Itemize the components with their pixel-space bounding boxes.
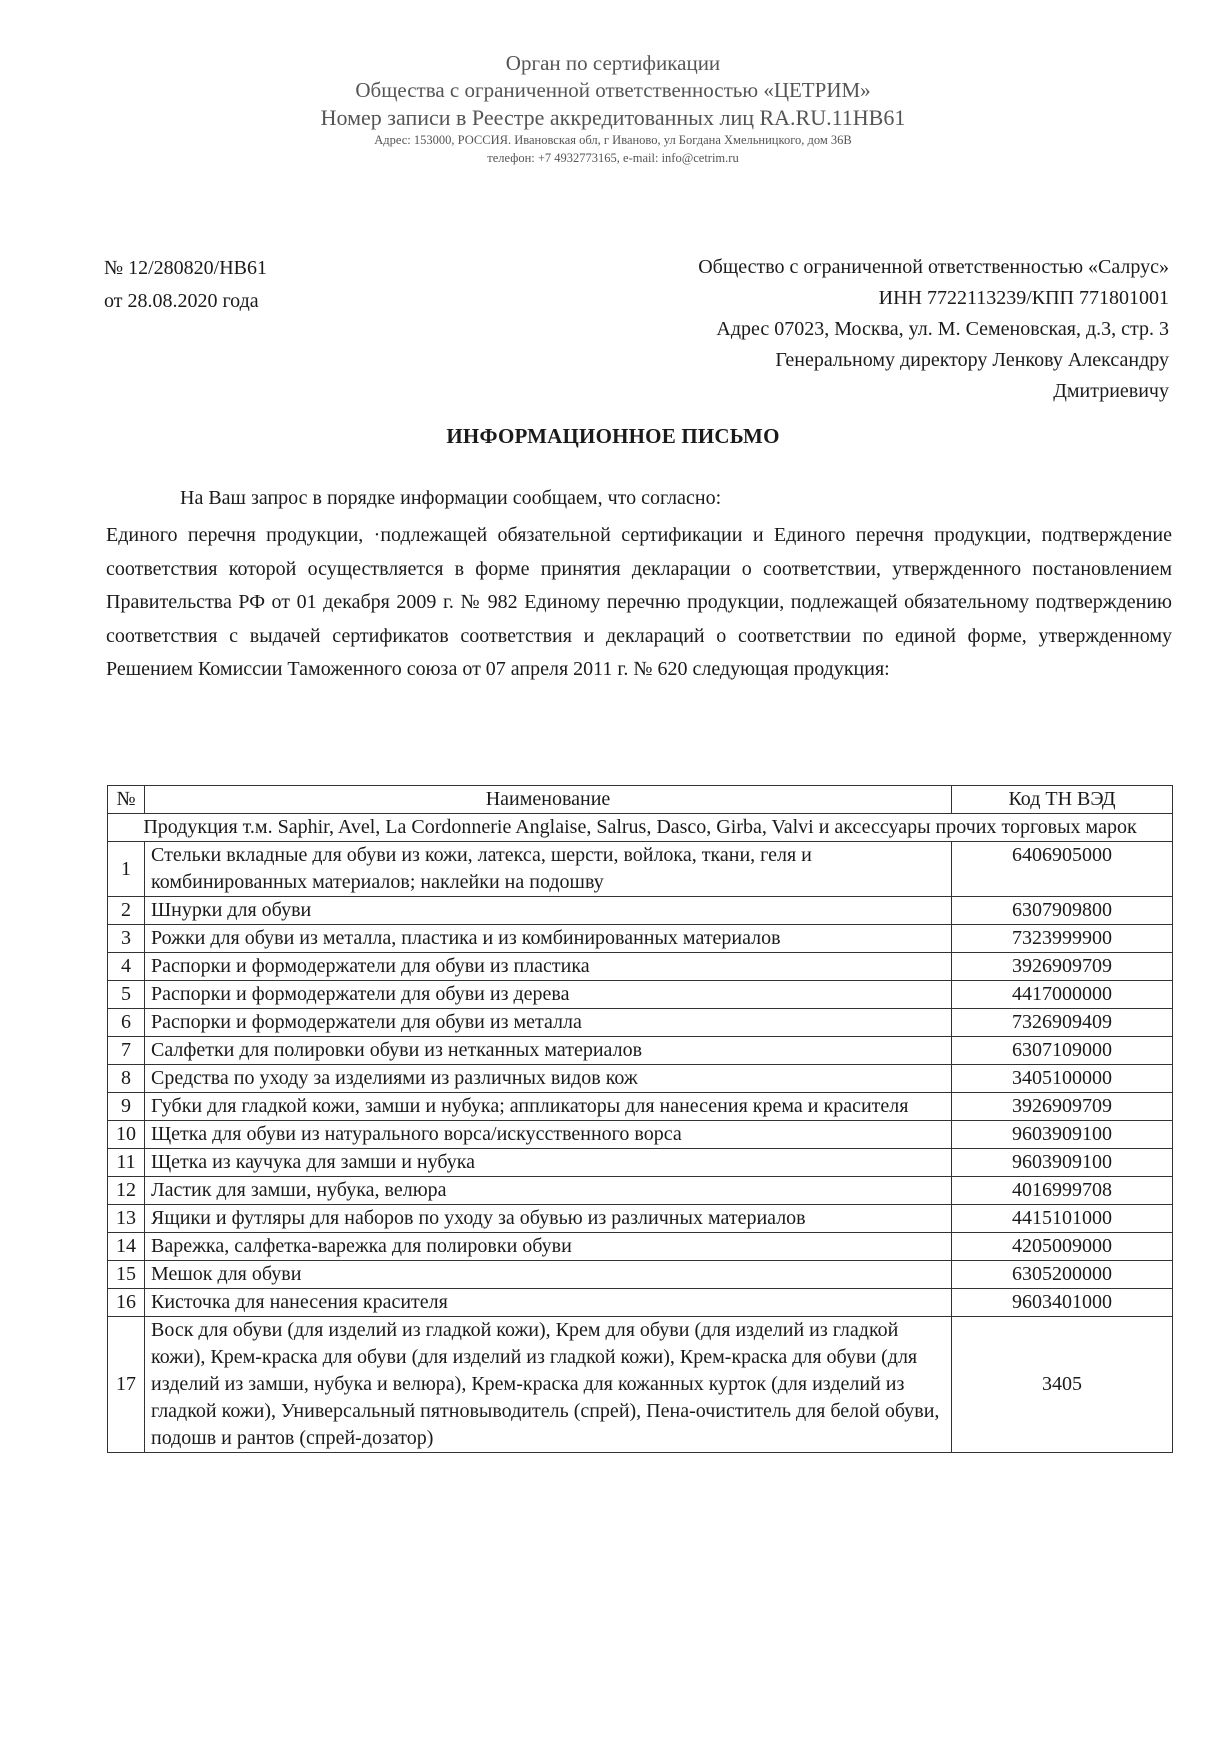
row-code: 4205009000 bbox=[952, 1233, 1173, 1261]
row-number: 4 bbox=[108, 953, 145, 981]
row-name: Салфетки для полировки обуви из нетканных материалов bbox=[145, 1037, 952, 1065]
row-code: 9603909100 bbox=[952, 1121, 1173, 1149]
row-name: Кисточка для нанесения красителя bbox=[145, 1289, 952, 1317]
addressee-block bbox=[698, 252, 1169, 407]
letterhead-company: Общества с ограниченной ответственностью «ЦЕТРИМ» bbox=[355, 78, 871, 102]
table-row bbox=[108, 1177, 1173, 1205]
addressee-recipient-patronymic: Дмитриевичу bbox=[1053, 380, 1169, 402]
row-number: 6 bbox=[108, 1009, 145, 1037]
row-code: 7326909409 bbox=[952, 1009, 1173, 1037]
row-code: 9603401000 bbox=[952, 1289, 1173, 1317]
row-code: 4415101000 bbox=[952, 1205, 1173, 1233]
letterhead-address: Адрес: 153000, РОССИЯ. Ивановская обл, г Иваново, ул Богдана Хмельницкого, дом 36В bbox=[374, 133, 852, 147]
header-num: № bbox=[108, 786, 145, 814]
header-name: Наименование bbox=[145, 786, 952, 814]
row-code: 6307109000 bbox=[952, 1037, 1173, 1065]
row-code: 7323999900 bbox=[952, 925, 1173, 953]
row-name: Щетка из каучука для замши и нубука bbox=[145, 1149, 952, 1177]
row-name: Мешок для обуви bbox=[145, 1261, 952, 1289]
table-row bbox=[108, 1121, 1173, 1149]
row-number: 15 bbox=[108, 1261, 145, 1289]
reference-date: от 28.08.2020 года bbox=[104, 290, 259, 312]
row-name: Ластик для замши, нубука, велюра bbox=[145, 1177, 952, 1205]
table-header-row bbox=[108, 786, 1173, 814]
letterhead bbox=[0, 50, 1226, 167]
table-row bbox=[108, 1149, 1173, 1177]
row-code: 6406905000 bbox=[952, 842, 1173, 897]
row-name: Средства по уходу за изделиями из различных видов кож bbox=[145, 1065, 952, 1093]
row-number: 5 bbox=[108, 981, 145, 1009]
row-name: Распорки и формодержатели для обуви из дерева bbox=[145, 981, 952, 1009]
table-row bbox=[108, 1205, 1173, 1233]
row-number: 12 bbox=[108, 1177, 145, 1205]
table-row bbox=[108, 1261, 1173, 1289]
addressee-inn: ИНН 7722113239/КПП 771801001 bbox=[878, 287, 1169, 309]
table-row bbox=[108, 897, 1173, 925]
row-number: 10 bbox=[108, 1121, 145, 1149]
group-row bbox=[108, 814, 1173, 842]
row-name: Распорки и формодержатели для обуви из пластика bbox=[145, 953, 952, 981]
intro-text: На Ваш запрос в порядке информации сообщаем, что согласно: bbox=[180, 487, 722, 509]
addressee-address: Адрес 07023, Москва, ул. М. Семеновская, д.3, стр. 3 bbox=[716, 318, 1169, 340]
reference-number: № 12/280820/НВ61 bbox=[104, 257, 267, 279]
letterhead-org: Орган по сертификации bbox=[505, 51, 721, 75]
row-number: 14 bbox=[108, 1233, 145, 1261]
row-code: 4016999708 bbox=[952, 1177, 1173, 1205]
table-row bbox=[108, 953, 1173, 981]
row-number: 3 bbox=[108, 925, 145, 953]
table-row bbox=[108, 1065, 1173, 1093]
row-number: 16 bbox=[108, 1289, 145, 1317]
row-number: 17 bbox=[108, 1317, 145, 1453]
products-table bbox=[107, 785, 1173, 1453]
row-number: 2 bbox=[108, 897, 145, 925]
table-row bbox=[108, 1093, 1173, 1121]
row-name: Распорки и формодержатели для обуви из металла bbox=[145, 1009, 952, 1037]
row-code: 4417000000 bbox=[952, 981, 1173, 1009]
row-number: 11 bbox=[108, 1149, 145, 1177]
table-row bbox=[108, 1317, 1173, 1453]
row-code: 3926909709 bbox=[952, 953, 1173, 981]
table-row bbox=[108, 1037, 1173, 1065]
addressee-recipient: Генеральному директору Ленкову Александру bbox=[775, 349, 1169, 371]
row-code: 3405100000 bbox=[952, 1065, 1173, 1093]
row-name: Стельки вкладные для обуви из кожи, латекса, шерсти, войлока, ткани, геля и комбинированных материалов; наклейки на подошву bbox=[145, 842, 952, 897]
row-number: 1 bbox=[108, 842, 145, 897]
header-code: Код ТН ВЭД bbox=[952, 786, 1173, 814]
table-row bbox=[108, 1233, 1173, 1261]
document-title: ИНФОРМАЦИОННОЕ ПИСЬМО bbox=[446, 424, 780, 448]
body-paragraph: Единого перечня продукции, ·подлежащей обязательной сертификации и Единого перечня продукции, подтверждение соответствия которой осуществляется в форме принятия декларации о соответствии, утвержденного постановлением Правительства РФ от 01 декабря 2009 г. № 982 Единому перечню продукции, подлежащей обязательному подтверждению соответствия с выдачей сертификатов соответствия и деклараций о соответствии по единой форме, утвержденному Решением Комиссии Таможенного союза от 07 апреля 2011 г. № 620 следующая продукция: bbox=[106, 524, 1172, 680]
row-number: 13 bbox=[108, 1205, 145, 1233]
letter-reference bbox=[104, 252, 267, 318]
row-code: 6305200000 bbox=[952, 1261, 1173, 1289]
row-name: Рожки для обуви из металла, пластика и из комбинированных материалов bbox=[145, 925, 952, 953]
row-code: 9603909100 bbox=[952, 1149, 1173, 1177]
row-name: Варежка, салфетка-варежка для полировки обуви bbox=[145, 1233, 952, 1261]
row-name: Щетка для обуви из натурального ворса/искусственного ворса bbox=[145, 1121, 952, 1149]
row-name: Воск для обуви (для изделий из гладкой кожи), Крем для обуви (для изделий из гладкой кожи), Крем-краска для обуви (для изделий из гладкой кожи), Крем-краска для обуви (для изделий из замши, нубука и велюра), Крем-краска для кожанных курток (для изделий из гладкой кожи), Универсальный пятновыводитель (спрей), Пена-очиститель для белой обуви, подошв и рантов (спрей-дозатор) bbox=[145, 1317, 952, 1453]
row-name: Шнурки для обуви bbox=[145, 897, 952, 925]
table-row bbox=[108, 842, 1173, 897]
group-title: Продукция т.м. Saphir, Avel, La Cordonnerie Anglaise, Salrus, Dasco, Girba, Valvi и аксессуары прочих торговых марок bbox=[108, 814, 1173, 842]
table-row bbox=[108, 981, 1173, 1009]
row-number: 9 bbox=[108, 1093, 145, 1121]
row-code: 3926909709 bbox=[952, 1093, 1173, 1121]
table-row bbox=[108, 1009, 1173, 1037]
table-row bbox=[108, 1289, 1173, 1317]
row-name: Губки для гладкой кожи, замши и нубука; аппликаторы для нанесения крема и красителя bbox=[145, 1093, 952, 1121]
letterhead-registry: Номер записи в Реестре аккредитованных лиц RA.RU.11НВ61 bbox=[320, 105, 906, 130]
letterhead-contacts: телефон: +7 4932773165, e-mail: info@cetrim.ru bbox=[487, 151, 739, 165]
row-number: 7 bbox=[108, 1037, 145, 1065]
addressee-company: Общество с ограниченной ответственностью «Салрус» bbox=[698, 256, 1169, 278]
row-name: Ящики и футляры для наборов по уходу за обувью из различных материалов bbox=[145, 1205, 952, 1233]
row-number: 8 bbox=[108, 1065, 145, 1093]
row-code: 6307909800 bbox=[952, 897, 1173, 925]
row-code: 3405 bbox=[952, 1317, 1173, 1453]
table-row bbox=[108, 925, 1173, 953]
